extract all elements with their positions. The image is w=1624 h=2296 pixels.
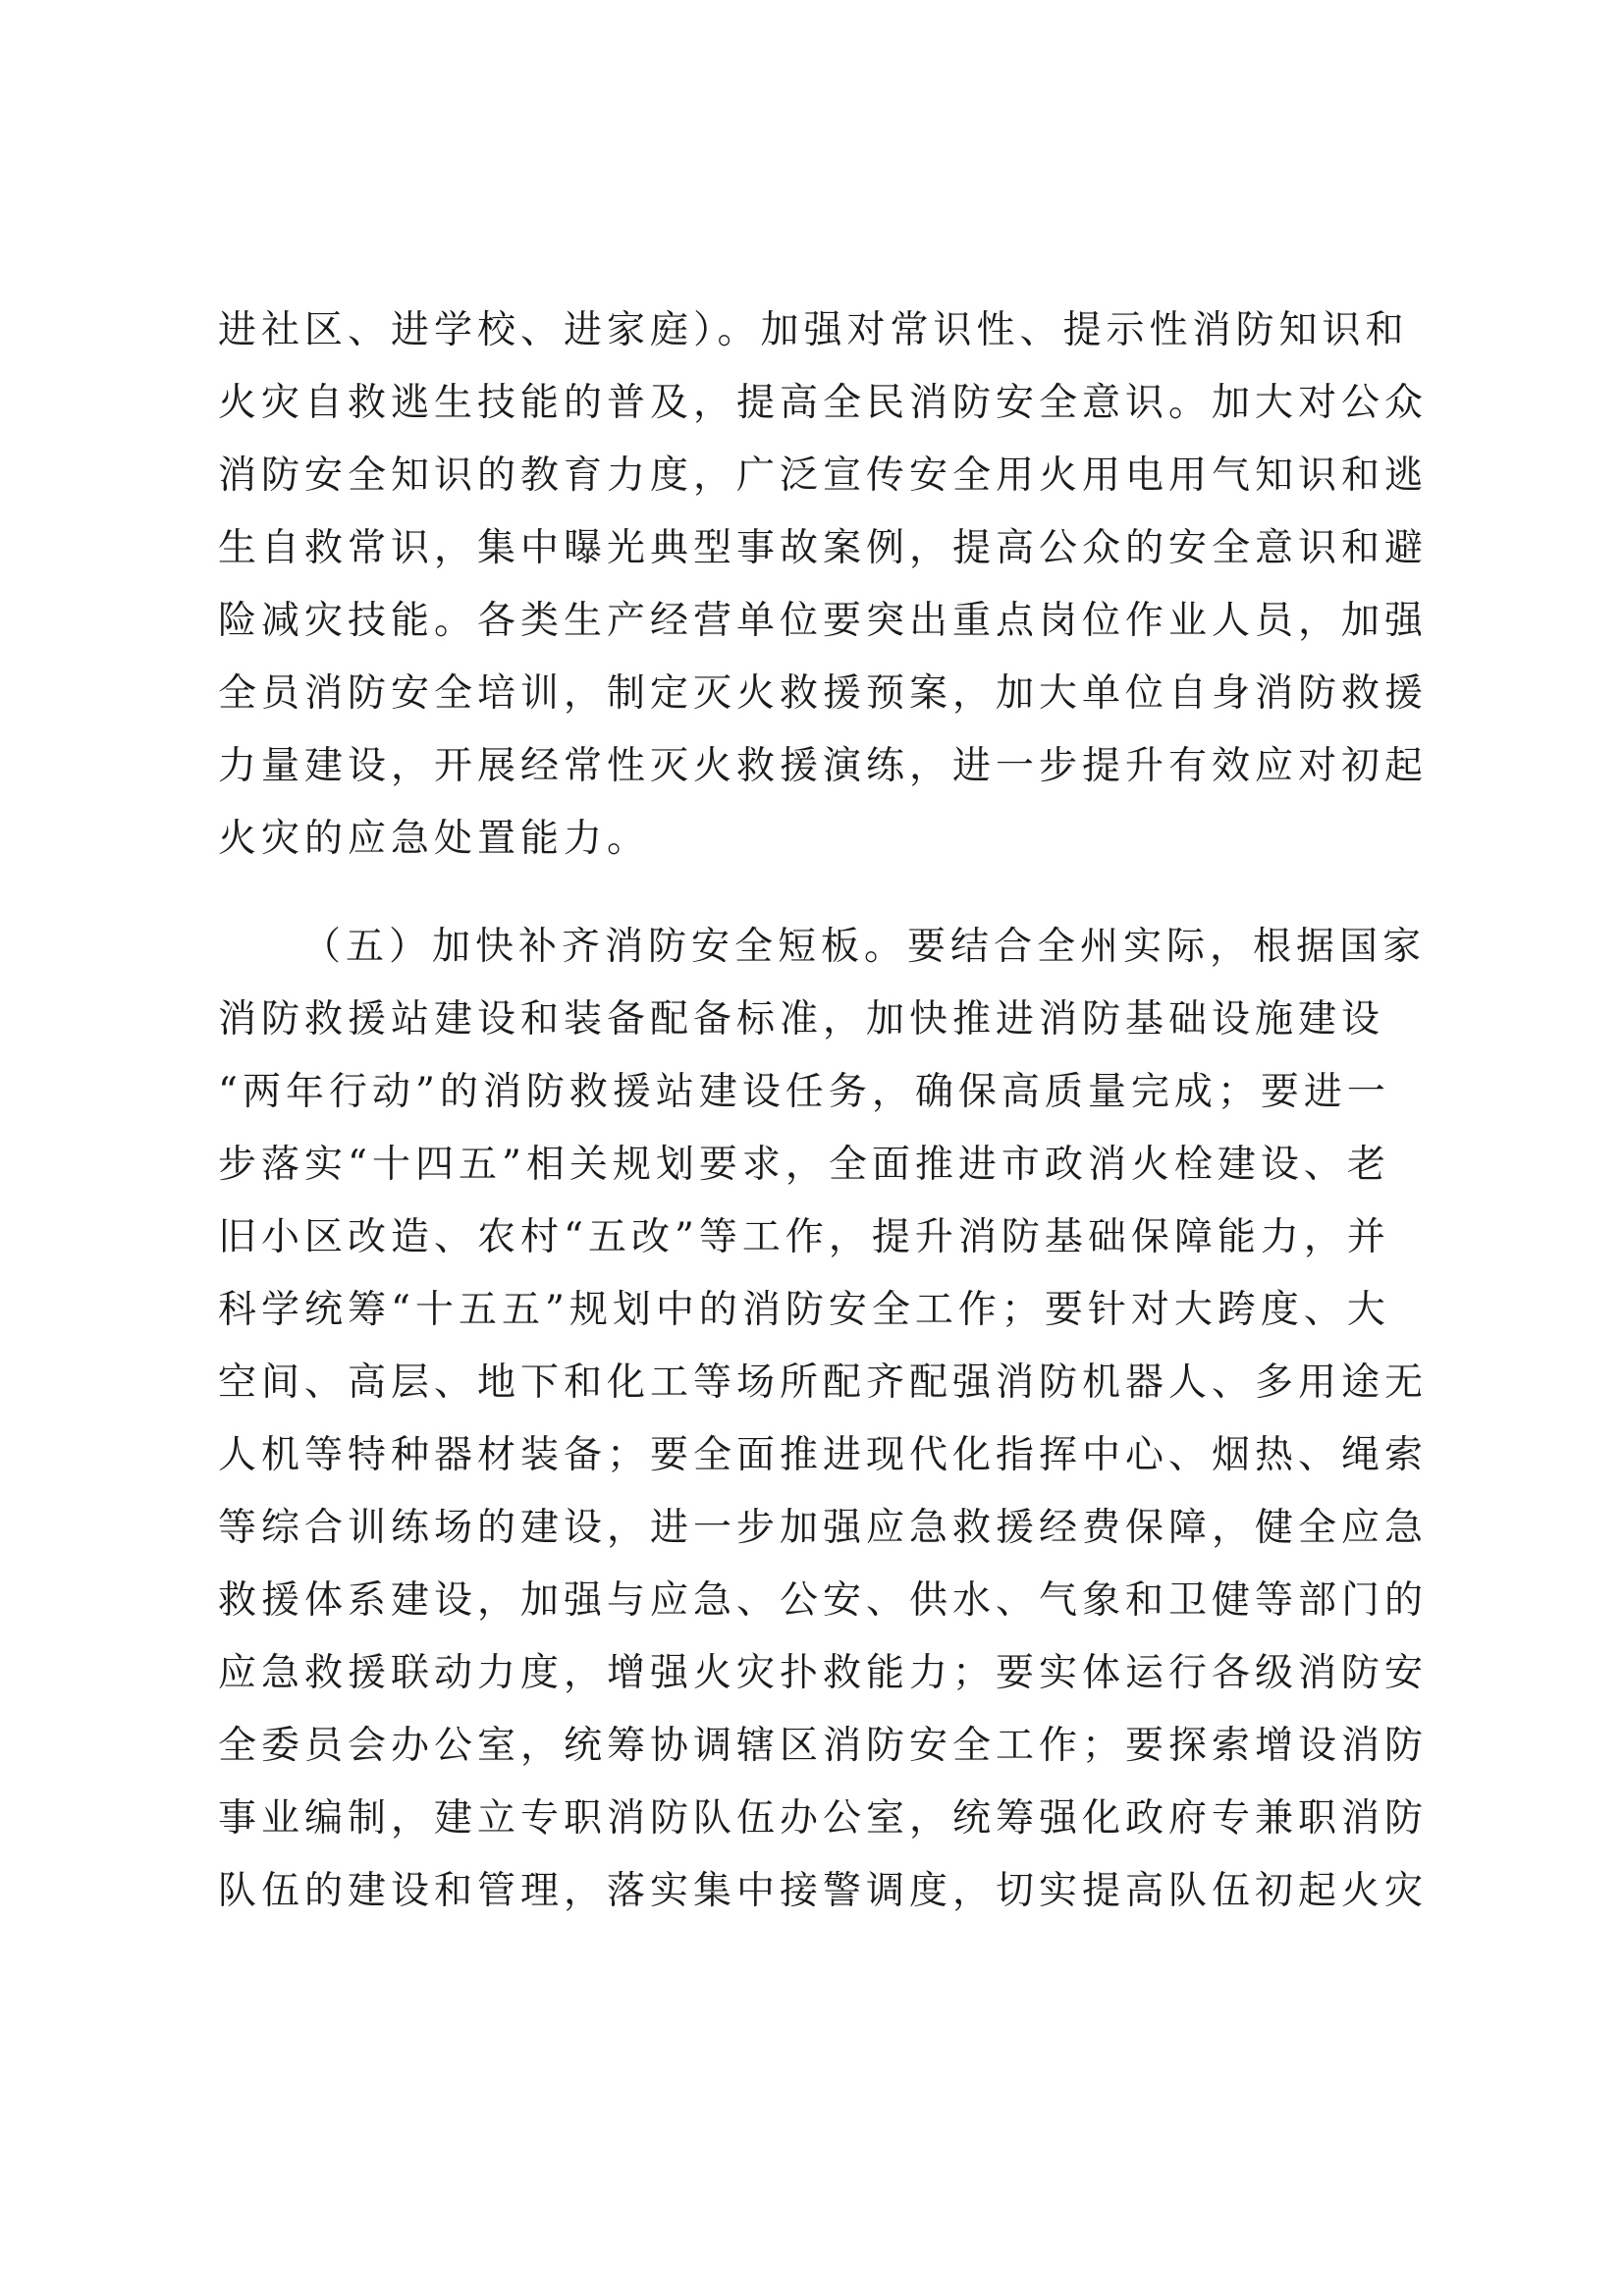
text-line: 等综合训练场的建设，进一步加强应急救援经费保障，健全应急 xyxy=(218,1506,1429,1550)
text-line: 人机等特种器材装备；要全面推进现代化指挥中心、烟热、绳索 xyxy=(218,1433,1429,1477)
text-line: 生自救常识，集中曝光典型事故案例，提高公众的安全意识和避 xyxy=(218,526,1429,570)
paragraph-heading-line: （五）加快补齐消防安全短板。要结合全州实际，根据国家 xyxy=(302,925,1427,969)
text-line: 旧小区改造、农村“五改”等工作，提升消防基础保障能力，并 xyxy=(218,1215,1390,1259)
paragraph-continued xyxy=(218,294,1429,876)
text-line: 消防安全知识的教育力度，广泛宣传安全用火用电用气知识和逃 xyxy=(218,454,1429,498)
text-line: 进社区、进学校、进家庭）。加强对常识性、提示性消防知识和 xyxy=(218,308,1409,352)
text-line: 消防救援站建设和装备配备标准，加快推进消防基础设施建设 xyxy=(218,997,1385,1041)
text-line: 应急救援联动力度，增强火灾扑救能力；要实体运行各级消防安 xyxy=(218,1651,1429,1695)
text-line: 火灾自救逃生技能的普及，提高全民消防安全意识。加大对公众 xyxy=(218,381,1429,425)
text-line: 事业编制，建立专职消防队伍办公室，统筹强化政府专兼职消防 xyxy=(218,1796,1429,1841)
text-line: 队伍的建设和管理，落实集中接警调度，切实提高队伍初起火灾 xyxy=(218,1869,1429,1913)
text-line: 火灾的应急处置能力。 xyxy=(218,817,651,861)
text-line: 救援体系建设，加强与应急、公安、供水、气象和卫健等部门的 xyxy=(218,1578,1429,1623)
text-line: 步落实“十四五”相关规划要求，全面推进市政消火栓建设、老 xyxy=(218,1143,1390,1187)
text-line: 空间、高层、地下和化工等场所配齐配强消防机器人、多用途无 xyxy=(218,1361,1429,1405)
paragraph-five xyxy=(218,911,1429,1928)
text-line: 全员消防安全培训，制定灭火救援预案，加大单位自身消防救援 xyxy=(218,671,1429,716)
text-line: 科学统筹“十五五”规划中的消防安全工作；要针对大跨度、大 xyxy=(218,1288,1390,1332)
text-line: 险减灾技能。各类生产经营单位要突出重点岗位作业人员，加强 xyxy=(218,599,1429,643)
text-line: 力量建设，开展经常性灭火救援演练，进一步提升有效应对初起 xyxy=(218,744,1429,788)
text-line: “两年行动”的消防救援站建设任务，确保高质量完成；要进一 xyxy=(218,1070,1390,1114)
text-line: 全委员会办公室，统筹协调辖区消防安全工作；要探索增设消防 xyxy=(218,1724,1429,1768)
